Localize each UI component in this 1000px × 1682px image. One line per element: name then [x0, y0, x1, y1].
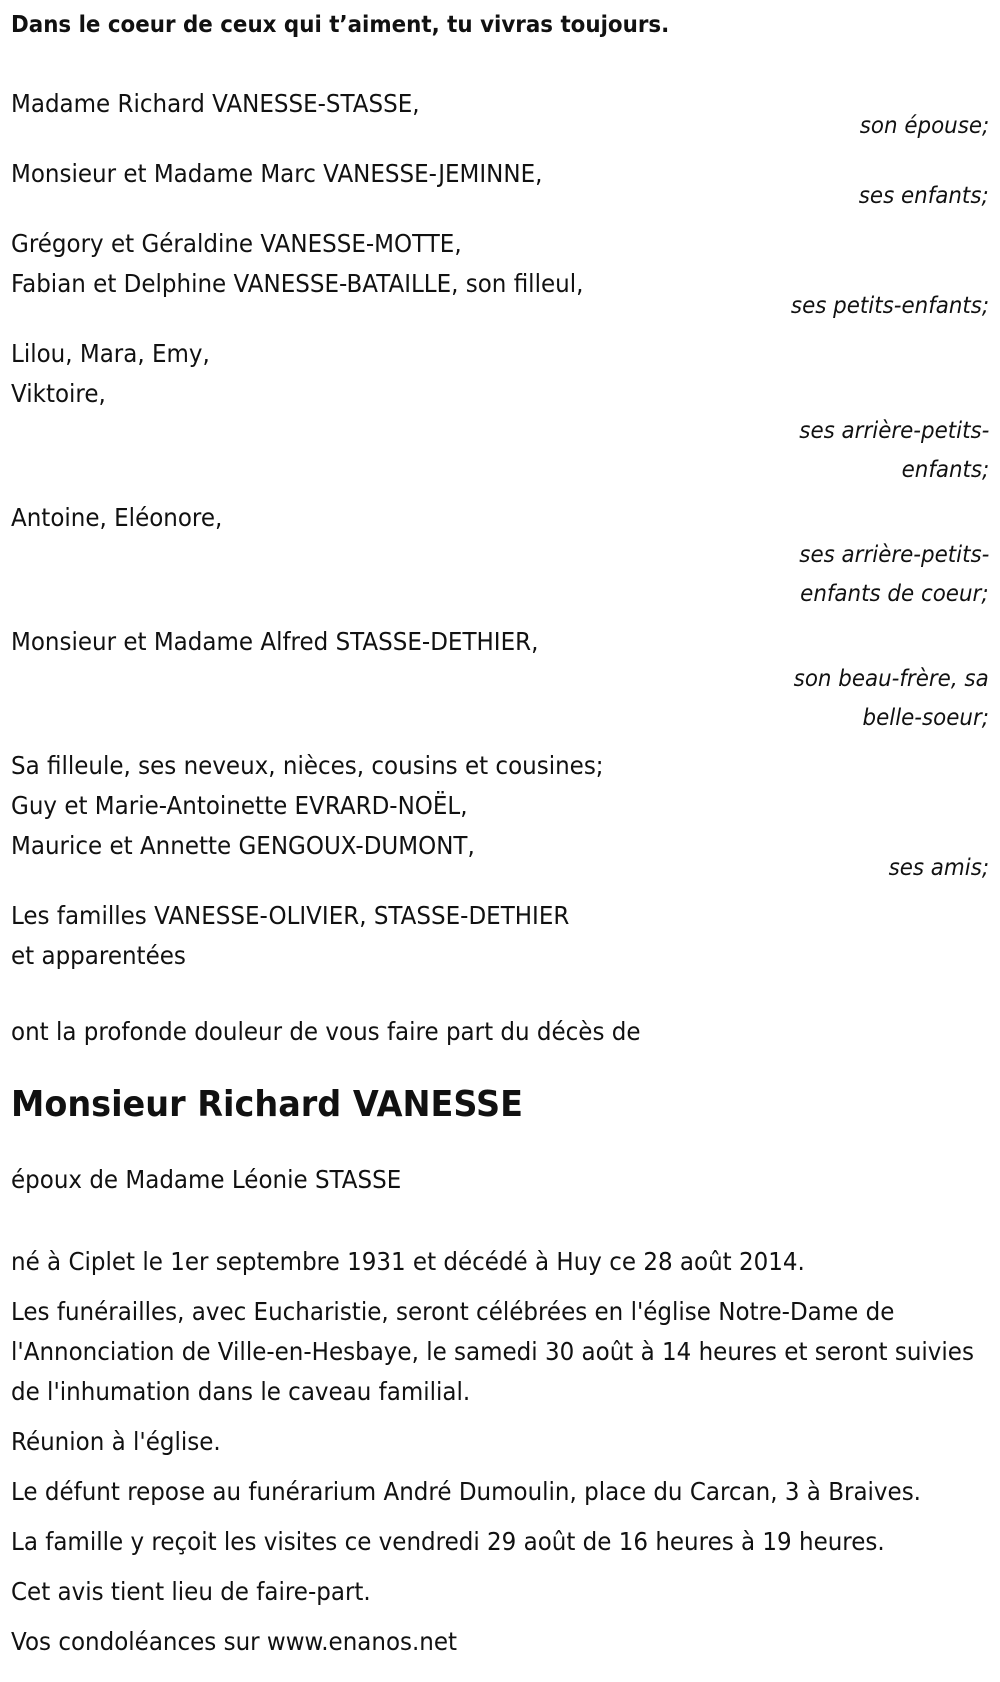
family-line: Monsieur et Madame Marc VANESSE-JEMINNE,	[11, 159, 543, 188]
family-line: Monsieur et Madame Alfred STASSE-DETHIER,	[11, 627, 539, 656]
relation-label: enfants de coeur;	[800, 581, 989, 607]
relation-label: ses amis;	[888, 855, 989, 881]
gathering-info: Réunion à l'église.	[11, 1427, 221, 1456]
funeral-home-info: Le défunt repose au funérarium André Dumoulin, place du Carcan, 3 à Braives.	[11, 1477, 921, 1506]
deceased-name: Monsieur Richard VANESSE	[11, 1084, 523, 1125]
family-line: et apparentées	[11, 941, 186, 970]
family-line: Fabian et Delphine VANESSE-BATAILLE, son filleul,	[11, 269, 584, 298]
family-line: Maurice et Annette GENGOUX-DUMONT,	[11, 831, 475, 860]
family-line: Guy et Marie-Antoinette EVRARD-NOËL,	[11, 791, 468, 820]
condolences-link[interactable]: Vos condoléances sur www.enanos.net	[11, 1627, 458, 1656]
family-line: Grégory et Géraldine VANESSE-MOTTE,	[11, 229, 462, 258]
relation-label: ses arrière-petits-	[798, 542, 989, 568]
spouse-line: époux de Madame Léonie STASSE	[11, 1165, 402, 1194]
family-group-friends	[11, 746, 989, 888]
visiting-hours: La famille y reçoit les visites ce vendredi 29 août de 16 heures à 19 heures.	[11, 1527, 885, 1556]
relation-label: belle-soeur;	[862, 705, 989, 731]
announcement-intro: ont la profonde douleur de vous faire part du décès de	[11, 1017, 641, 1046]
family-group-children	[11, 154, 989, 216]
family-group-spouse	[11, 84, 989, 146]
funeral-details: Les funérailles, avec Eucharistie, seront célébrées en l'église Notre-Dame de l'Annonciation de Ville-en-Hesbaye, le samedi 30 août à 14 heures et seront suivies de l'inhumation dans le caveau familial.	[11, 1297, 974, 1406]
relation-label: son épouse;	[859, 113, 989, 139]
relation-label: son beau-frère, sa	[793, 666, 989, 692]
notice-disclaimer: Cet avis tient lieu de faire-part.	[11, 1577, 371, 1606]
family-line: Lilou, Mara, Emy,	[11, 339, 210, 368]
family-group-families	[11, 896, 989, 976]
motto: Dans le coeur de ceux qui t’aiment, tu vivras toujours.	[11, 12, 670, 38]
relation-label: enfants;	[901, 457, 989, 483]
family-line: Viktoire,	[11, 379, 106, 408]
family-group-great-grandchildren	[11, 334, 989, 490]
birth-death-dates: né à Ciplet le 1er septembre 1931 et décédé à Huy ce 28 août 2014.	[11, 1247, 805, 1276]
family-line: Antoine, Eléonore,	[11, 503, 223, 532]
family-line: Sa filleule, ses neveux, nièces, cousins et cousines;	[11, 751, 604, 780]
family-line: Les familles VANESSE-OLIVIER, STASSE-DETHIER	[11, 901, 570, 930]
family-line: Madame Richard VANESSE-STASSE,	[11, 89, 420, 118]
relation-label: ses arrière-petits-	[798, 418, 989, 444]
relation-label: ses enfants;	[859, 183, 989, 209]
family-group-grandchildren	[11, 224, 989, 326]
relation-label: ses petits-enfants;	[790, 293, 989, 319]
family-group-step-great-grandchildren	[11, 498, 989, 614]
family-group-in-laws	[11, 622, 989, 738]
